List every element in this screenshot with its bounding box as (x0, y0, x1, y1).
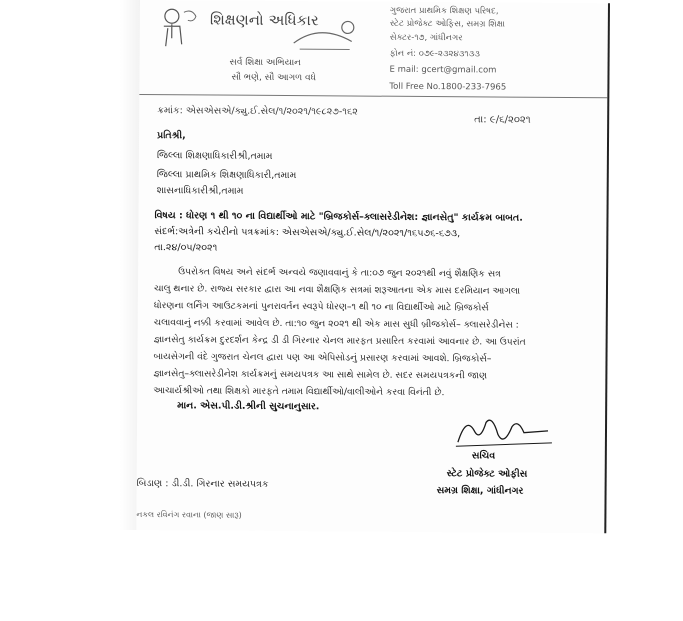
header-divider (139, 94, 607, 98)
body-line: ચાલુ થનાર છે. રાજ્ય સરકાર દ્વારા આ નવા શૈક્ષણિક સત્રમાં શરૂઆતના એક માસ દરમિયાન આગલા (153, 283, 521, 297)
body-line: ધોરણના લર્નિંગ આઉટકમનાં પુનરાવર્તન સ્વરૂપે ધોરણ–૧ થી ૧૦ ના વિદ્યાર્થીઓ માટે બ્રિજકોર્સ (153, 300, 489, 314)
recipient-line: જિલ્લા શિક્ષણાધિકારીશ્રી,તમામ (156, 150, 273, 162)
letter-date: તા: ૯/૬/૨૦૨૧ (474, 114, 531, 126)
address-line: ગુજરાત પ્રાથમિક શિક્ષણ પરિષદ, (389, 5, 499, 17)
body-line: બાયસેગની વંદે ગુજરાત ચેનલ દ્વારા પણ આ એપિસોડનું પ્રસારણ કરવામાં આવશે. બ્રિજકોર્સ– (153, 351, 492, 365)
body-line: ચલાવવાનું નક્કી કરવામાં આવેલ છે. તા:૧૦ જુન ૨૦૨૧ થી એક માસ સુધી બ્રીજકોર્સ– ક્લાસરેડીનેસ : (153, 317, 519, 331)
signature-scribble (452, 412, 562, 453)
body-line: જ્ઞાનસેતુ કાર્યક્રમ દુરદર્શન કેન્દ્ર ડી ડી ગિરનાર ચેનલ મારફત પ્રસારિત કરવામાં આવનાર છે. આ ઉપરાંત (153, 334, 526, 348)
email-line: E mail: gcert@gmail.com (389, 64, 497, 76)
address-line: સ્ટેટ પ્રોજેક્ટ ઓફિસ, સમગ્ર શિક્ષા (389, 18, 505, 30)
signatory-title: સચિવ (471, 450, 496, 462)
ssa-motto: સૌ ભણે, સૌ આગળ વધે (231, 72, 317, 84)
salutation: પ્રતિશ્રી, (157, 130, 186, 142)
enclosure-line: બિડાણ : ડી.ડી. ગિરનાર સમયપત્રક (136, 477, 269, 490)
context-line: સંદર્ભ:અત્રેની કચેરીનો પત્રક્રમાંક: એસએસએ/ક્યુ.ઈ.સેલ/૧/૨૦૨૧/૧૬૫૭૬-૬૭૩, (154, 226, 461, 240)
child-drawing-logo (158, 4, 200, 50)
body-line: આચાર્યશ્રીઓ તથા શિક્ષકો મારફતે તમામ વિદ્યાર્થીઓ/વાલીઓને કરવા વિનંતી છે. (153, 385, 445, 399)
phone-line: ફોન નં: ૦૭૯-૨૩૨૪૩૧૩૩ (389, 48, 480, 60)
recipient-line: શાસનાધિકારીશ્રી,તમામ (156, 185, 244, 197)
reference-number: ક્રમાંક: એસએસએ/ક્યુ.ઈ.સેલ/૧/૨૦૨૧/૧૯૮૨૭-૧૬૨ (157, 105, 358, 118)
instruction-note: માન. એસ.પી.ડી.શ્રીની સુચનાનુસાર. (177, 400, 320, 413)
toll-free-line: Toll Free No.1800-233-7965 (389, 81, 507, 93)
rte-logo-text: શિક્ષણનો અધિકાર (209, 10, 319, 30)
recipient-line: જિલ્લા પ્રાથમિક શિક્ષણાધિકારી,તમામ (156, 169, 297, 182)
subject-line: વિષય : ધોરણ ૧ થી ૧૦ ના વિદ્યાર્થીઓ માટે "બ્રિજકોર્સ–ક્લાસરેડીનેશ: જ્ઞાનસેતુ" કાર્યક્રમ બાબત. (154, 210, 523, 224)
ssa-tagline: સર્વ શિક્ષા અભિયાન (229, 57, 301, 69)
address-line: સેક્ટર-૧૭, ગાંધીનગર (389, 32, 463, 44)
signatory-office: સ્ટેટ પ્રોજેક્ટ ઓફીસ (446, 468, 528, 480)
letter-page (136, 0, 610, 533)
pen-logo-icon (290, 13, 360, 57)
body-line: જ્ઞાનસેતુ–ક્લાસરેડીનેશ કાર્યક્રમનું સમયપત્રક આ સાથે સામેલ છે. સદર સમયપત્રકની જાણ (153, 368, 488, 382)
body-line: ઉપરોક્ત વિષય અને સંદર્ભ અન્વયે જણાવવાનું કે તા:૦૭ જુન ૨૦૨૧થી નવું શૈક્ષણિક સત્ર (178, 266, 501, 280)
copy-forward-line: નકલ રવિનંગ રવાના (જાણ સારૂ) (136, 509, 242, 520)
signatory-org: સમગ્ર શિક્ષા, ગાંધીનગર (436, 485, 524, 497)
context-date: તા.૨૪/૦૫/૨૦૨૧ (154, 242, 218, 254)
